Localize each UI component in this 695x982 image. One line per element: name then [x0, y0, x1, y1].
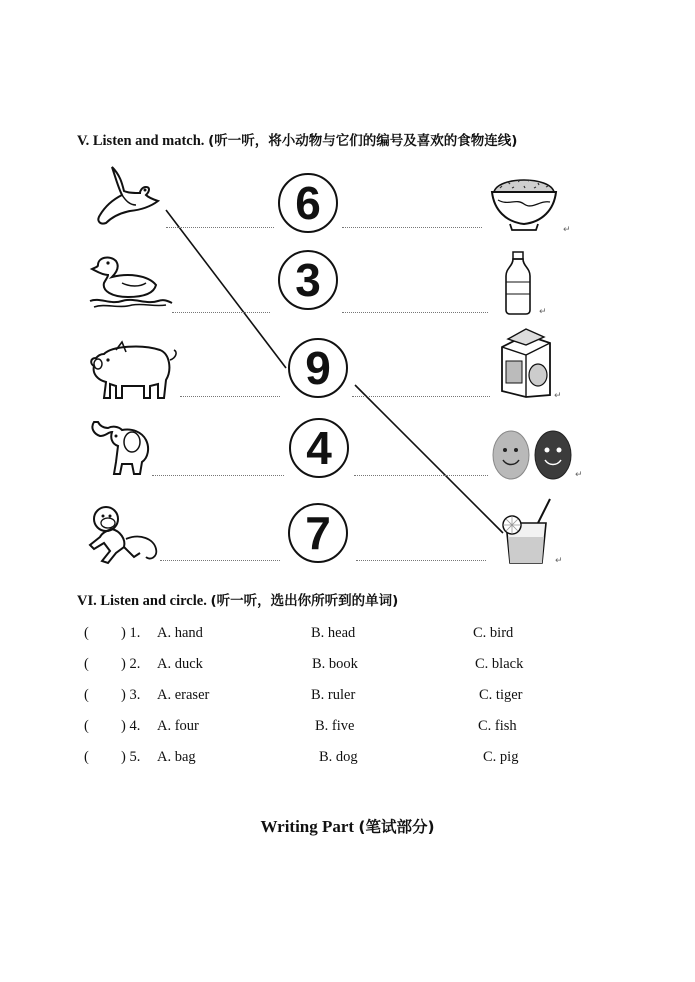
- answer-blank[interactable]: (: [84, 687, 89, 703]
- writing-part-title: [0, 815, 695, 837]
- question-number: ) 3.: [121, 687, 141, 703]
- juice-glass-icon: [496, 495, 556, 567]
- dotted-line: [342, 312, 488, 313]
- option-a[interactable]: A. bag: [157, 749, 196, 765]
- option-b[interactable]: B. dog: [319, 749, 358, 765]
- duck-icon: [88, 253, 174, 311]
- option-b[interactable]: B. book: [312, 656, 358, 672]
- milk-carton-icon: [498, 327, 554, 399]
- option-a[interactable]: A. duck: [157, 656, 203, 672]
- return-mark: ↵: [554, 391, 562, 401]
- option-a[interactable]: A. hand: [157, 625, 203, 641]
- section6-title-en: VI. Listen and circle.: [77, 593, 207, 609]
- question-number: ) 4.: [121, 718, 141, 734]
- dotted-line: [352, 396, 490, 397]
- dotted-line: [342, 227, 482, 228]
- number-circle-4: 4: [289, 418, 349, 478]
- question-row: [0, 718, 695, 738]
- writing-part-title-cn: (笔试部分): [358, 818, 435, 836]
- dotted-line: [356, 560, 486, 561]
- return-mark: ↵: [555, 556, 563, 566]
- option-b[interactable]: B. five: [315, 718, 355, 734]
- option-c[interactable]: C. pig: [483, 749, 519, 765]
- question-row: [0, 625, 695, 645]
- return-mark: ↵: [539, 307, 547, 317]
- rice-bowl-icon: [488, 170, 560, 232]
- answer-blank[interactable]: (: [84, 656, 89, 672]
- number-circle-9: 9: [288, 338, 348, 398]
- option-a[interactable]: A. eraser: [157, 687, 210, 703]
- return-mark: ↵: [575, 470, 583, 480]
- writing-part-title-en: Writing Part: [260, 817, 359, 836]
- monkey-icon: [88, 503, 160, 567]
- option-b[interactable]: B. head: [311, 625, 356, 641]
- dotted-line: [166, 227, 274, 228]
- answer-blank[interactable]: (: [84, 718, 89, 734]
- dotted-line: [172, 312, 270, 313]
- option-c[interactable]: C. bird: [473, 625, 514, 641]
- answer-line-9-to-juice: [355, 385, 503, 533]
- option-a[interactable]: A. four: [157, 718, 199, 734]
- question-row: [0, 656, 695, 676]
- number-circle-3: 3: [278, 250, 338, 310]
- number-circle-6: 6: [278, 173, 338, 233]
- section6-title-cn: (听一听，选出你所听到的单词): [210, 593, 399, 609]
- bird-icon: [92, 165, 162, 227]
- pig-icon: [88, 340, 180, 402]
- elephant-icon: [88, 418, 154, 480]
- dotted-line: [180, 396, 280, 397]
- answer-blank[interactable]: (: [84, 625, 89, 641]
- section5-title-en: V. Listen and match.: [77, 133, 205, 149]
- question-number: ) 2.: [121, 656, 141, 672]
- dotted-line: [354, 475, 488, 476]
- question-row: [0, 749, 695, 769]
- number-circle-7: 7: [288, 503, 348, 563]
- section6-heading: [77, 589, 398, 610]
- dotted-line: [152, 475, 284, 476]
- answer-blank[interactable]: (: [84, 749, 89, 765]
- section5-title-cn: (听一听，将小动物与它们的编号及喜欢的食物连线): [208, 133, 518, 149]
- dotted-line: [160, 560, 280, 561]
- question-number: ) 1.: [121, 625, 141, 641]
- return-mark: ↵: [563, 225, 571, 235]
- option-c[interactable]: C. tiger: [479, 687, 523, 703]
- option-c[interactable]: C. black: [475, 656, 524, 672]
- answer-line-bird-to-9: [166, 210, 286, 368]
- water-bottle-icon: [500, 250, 536, 316]
- question-row: [0, 687, 695, 707]
- option-c[interactable]: C. fish: [478, 718, 517, 734]
- option-b[interactable]: B. ruler: [311, 687, 356, 703]
- question-number: ) 5.: [121, 749, 141, 765]
- eggs-icon: [490, 428, 578, 482]
